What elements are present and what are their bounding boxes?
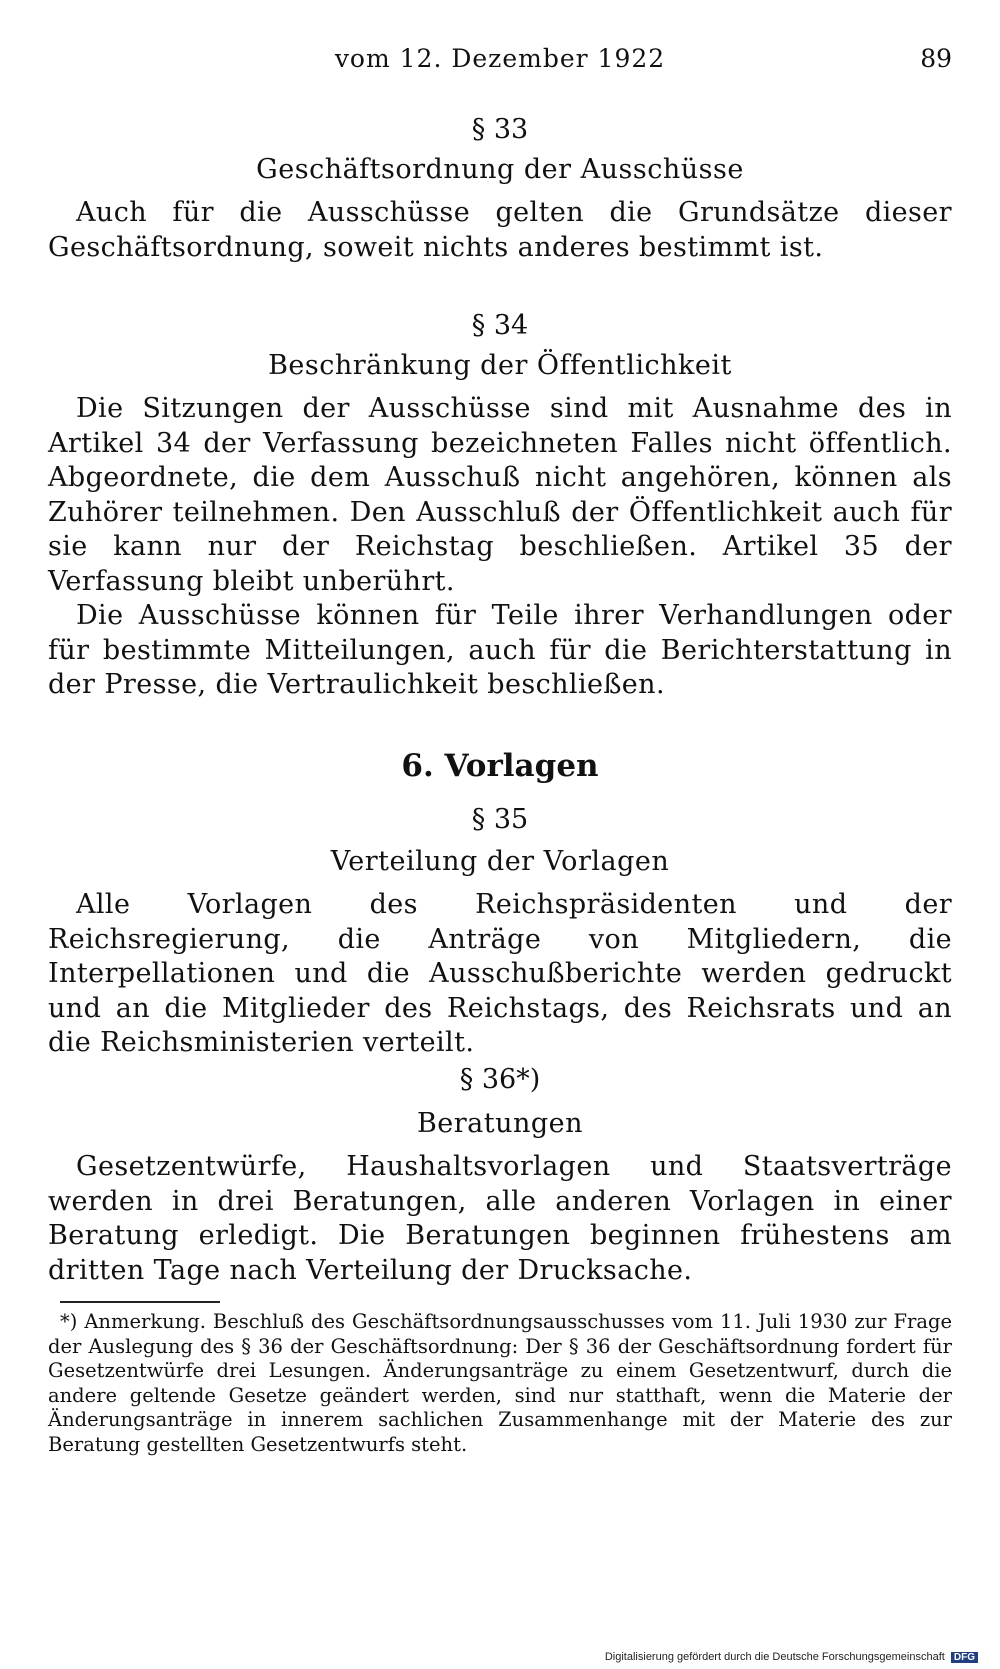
section-number: § 36*) (459, 1064, 541, 1095)
section-title: Beschränkung der Öffentlichkeit (268, 350, 732, 381)
section-paragraph: Alle Vorlagen des Reichspräsidenten und der Reichsregierung, die Anträge von Mitgliedern, die Interpellationen und die Ausschußberichte werden gedruckt und an die Mitglieder des Reichstags, des Reichsrats und an die Reichsministerien verteilt. (48, 889, 952, 1058)
section-title: Verteilung der Vorlagen (330, 846, 670, 877)
chapter-heading-block (48, 746, 952, 786)
chapter-heading: 6. Vorlagen (401, 748, 599, 784)
section-36 (48, 1062, 952, 1288)
section-paragraph: Gesetzentwürfe, Haushaltsvorlagen und Staatsverträge werden in drei Beratungen, alle anderen Vorlagen in einer Beratung erledigt. Die Beratungen beginnen frühestens am dritten Tage nach Verteilung der Drucksache. (48, 1151, 952, 1286)
section-number: § 34 (471, 310, 529, 341)
section-paragraph: Die Sitzungen der Ausschüsse sind mit Ausnahme des in Artikel 34 der Verfassung bezeichneten Falles nicht öffentlich. Abgeordnete, die dem Ausschuß nicht angehören, können als Zuhörer teilnehmen. Den Ausschluß der Öffentlichkeit auch für sie kann nur der Reichstag beschließen. Artikel 35 der Verfassung bleibt unberührt. (48, 393, 952, 597)
digitization-credit (605, 1651, 978, 1663)
section-paragraph: Die Ausschüsse können für Teile ihrer Verhandlungen oder für bestimmte Mitteilungen, auch für die Berichterstattung in der Presse, die Vertraulichkeit beschließen. (48, 600, 952, 700)
page-number: 89 (920, 44, 952, 73)
section-title: Geschäftsordnung der Ausschüsse (256, 154, 744, 185)
section-number: § 33 (471, 114, 529, 145)
dfg-logo: DFG (951, 1652, 978, 1663)
running-head (0, 44, 1000, 84)
section-paragraph: Auch für die Ausschüsse gelten die Grundsätze dieser Geschäftsordnung, soweit nichts anderes bestimmt ist. (48, 197, 952, 263)
section-number: § 35 (471, 804, 529, 835)
digitization-note: Digitalisierung gefördert durch die Deutsche Forschungsgemeinschaft (604, 1651, 945, 1663)
section-title: Beratungen (416, 1108, 584, 1139)
footnote-text: *) Anmerkung. Beschluß des Geschäftsordnungsausschusses vom 11. Juli 1930 zur Frage der Auslegung des § 36 der Geschäftsordnung: Der § 36 der Geschäftsordnung fordert für Gesetzentwürfe drei Lesungen. Änderungsanträge zu einem Gesetzentwurf, durch die andere geltende Gesetze geändert werden, sind nur statthaft, wenn die Materie der Änderungsanträge in innerem sachlichen Zusammenhange mit der Materie des zur Beratung gestellten Gesetzentwurfs steht. (48, 1310, 952, 1456)
footnote (48, 1310, 952, 1457)
section-34 (48, 308, 952, 703)
section-35 (48, 802, 952, 1061)
running-title: vom 12. Dezember 1922 (334, 44, 666, 73)
footnote-rule (60, 1301, 220, 1303)
section-33 (48, 112, 952, 265)
